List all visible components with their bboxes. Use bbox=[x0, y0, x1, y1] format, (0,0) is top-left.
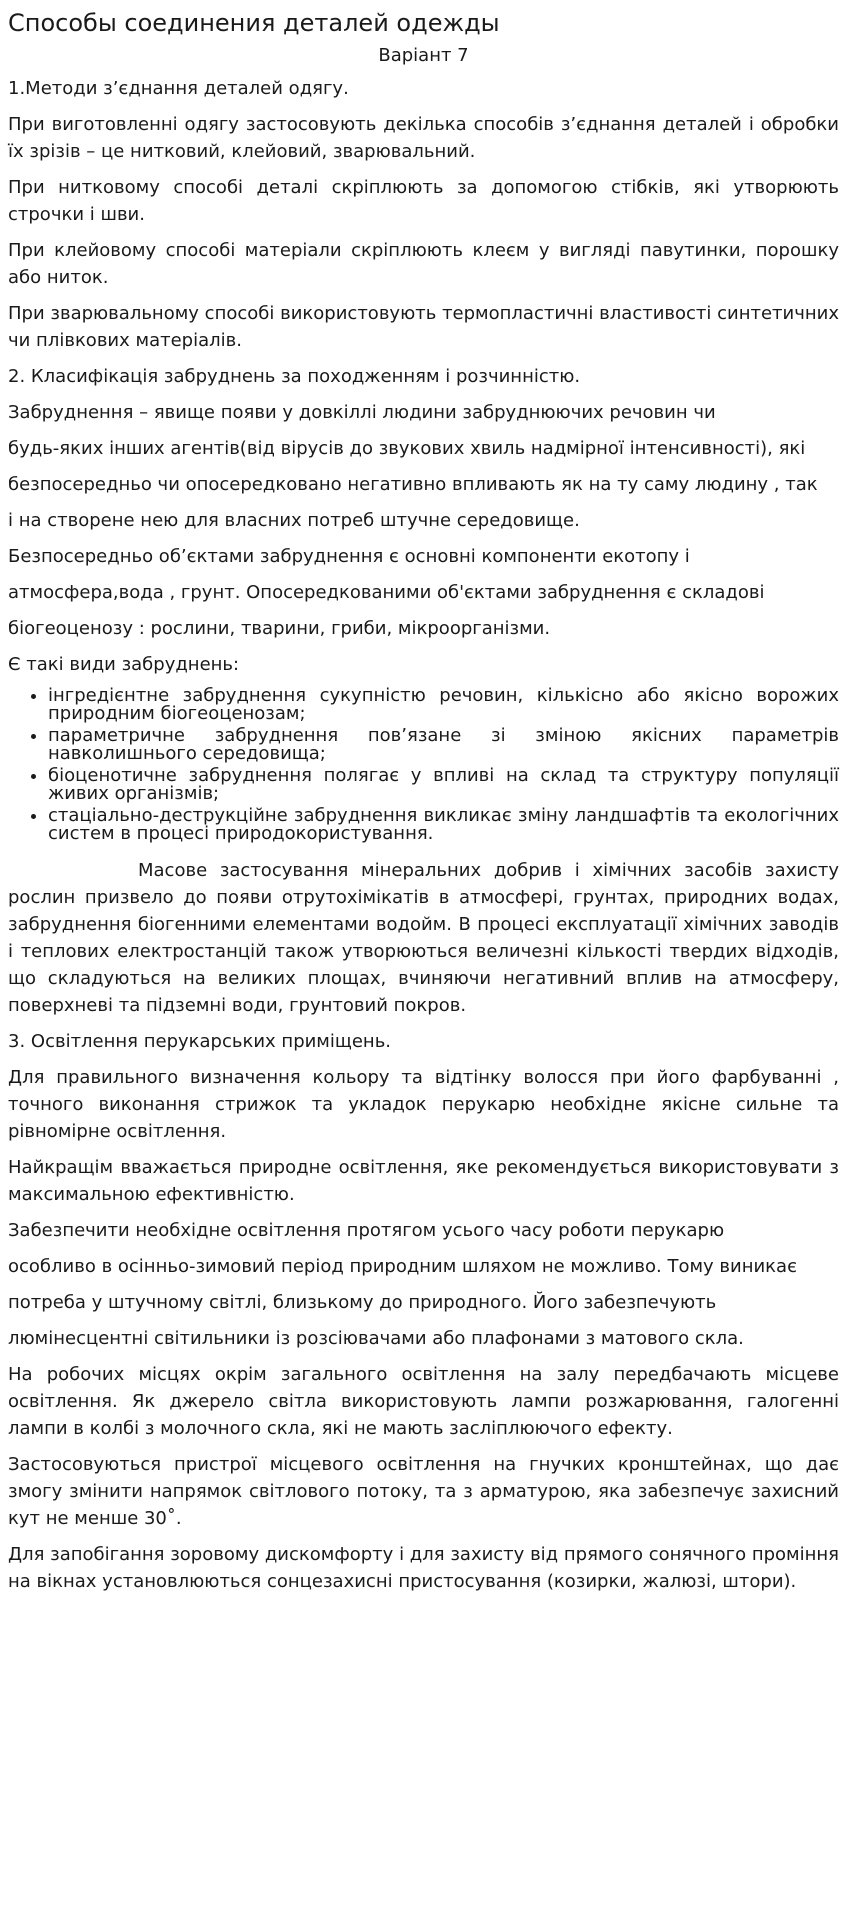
paragraph: Для правильного визначення кольору та відтінку волосся при його фарбуванні , точного виконання стрижок та укладок перукарю необхідне якісне сильне та рівномірне освітлення. bbox=[8, 1067, 839, 1142]
paragraph: Застосовуються пристрої місцевого освітлення на гнучких кронштейнах, що дає змогу змінити напрямок світлового потоку, та з арматурою, яка забезпечує захисний кут не менше 30˚. bbox=[8, 1454, 839, 1529]
paragraph: При виготовленні одягу застосовують декілька способів з’єднання деталей і обробки їх зрізів – це нитковий, клейовий, зварювальний. bbox=[8, 114, 839, 162]
paragraph: Забруднення – явище появи у довкіллі людини забруднюючих речовин чи bbox=[8, 402, 716, 423]
list-item: • інгредієнтне забруднення сукупністю речовин, кількісно або якісно ворожих природним біогеоценозам; bbox=[48, 687, 839, 723]
section-heading-2: 2. Класифікація забруднень за походженням і розчинністю. bbox=[8, 366, 581, 387]
document-title: Способы соединения деталей одежды bbox=[8, 9, 500, 37]
paragraph: Безпосередньо об’єктами забруднення є основні компоненти екотопу і bbox=[8, 546, 690, 567]
pollution-types-list bbox=[8, 687, 839, 843]
variant-label: Варіант 7 bbox=[378, 45, 469, 66]
section-heading-1: 1.Методи з’єднання деталей одягу. bbox=[8, 78, 349, 99]
paragraph: і на створене нею для власних потреб штучне середовище. bbox=[8, 510, 580, 531]
paragraph: Для запобігання зоровому дискомфорту і для захисту від прямого сонячного проміння на вікнах установлюються сонцезахисні пристосування (козирки, жалюзі, штори). bbox=[8, 1544, 839, 1592]
list-item: • стаціально-деструкційне забруднення викликає зміну ландшафтів та екологічних систем в процесі природокористування. bbox=[48, 807, 839, 843]
section-heading-3: 3. Освітлення перукарських приміщень. bbox=[8, 1031, 392, 1052]
paragraph: Найкращім вважається природне освітлення, яке рекомендується використовувати з максимальною ефективністю. bbox=[8, 1157, 839, 1205]
paragraph: При зварювальному способі використовують термопластичні властивості синтетичних чи плівкових матеріалів. bbox=[8, 303, 839, 351]
paragraph: Забезпечити необхідне освітлення протягом усього часу роботи перукарю bbox=[8, 1220, 725, 1241]
paragraph: потреба у штучному світлі, близькому до природного. Його забезпечують bbox=[8, 1292, 717, 1313]
paragraph: При нитковому способі деталі скріплюють за допомогою стібків, які утворюють строчки і шви. bbox=[8, 177, 839, 225]
paragraph: біогеоценозу : рослини, тварини, гриби, мікроорганізми. bbox=[8, 618, 551, 639]
list-intro: Є такі види забруднень: bbox=[8, 654, 240, 675]
paragraph: При клейовому способі матеріали скріплюють клеєм у вигляді павутинки, порошку або ниток. bbox=[8, 240, 839, 288]
paragraph: На робочих місцях окрім загального освітлення на залу передбачають місцеве освітлення. Як джерело світла використовують лампи розжарювання, галогенні лампи в колбі з молочного скла, які не мають засліплюючого ефекту. bbox=[8, 1364, 839, 1439]
paragraph: особливо в осінньо-зимовий період природним шляхом не можливо. Тому виникає bbox=[8, 1256, 797, 1277]
list-item: • параметричне забруднення пов’язане зі зміною якісних параметрів навколишнього середовища; bbox=[48, 727, 839, 763]
paragraph: люмінесцентні світильники із розсіювачами або плафонами з матового скла. bbox=[8, 1328, 744, 1349]
paragraph: Масове застосування мінеральних добрив і хімічних засобів захисту рослин призвело до появи отрутохімікатів в атмосфері, грунтах, природних водах, забруднення біогенними елементами водойм. В процесі експлуатації хімічних заводів і теплових електростанцій також утворюються величезні кількості твердих відходів, що складуються на великих площах, вчиняючи негативний вплив на атмосферу, поверхневі та підземні води, грунтовий покров. bbox=[8, 860, 839, 1016]
paragraph: безпосередньо чи опосередковано негативно впливають як на ту саму людину , так bbox=[8, 474, 818, 495]
paragraph: будь-яких інших агентів(від вірусів до звукових хвиль надмірної інтенсивності), які bbox=[8, 438, 806, 459]
list-item: • біоценотичне забруднення полягає у впливі на склад та структуру популяції живих організмів; bbox=[48, 767, 839, 803]
paragraph: атмосфера,вода , грунт. Опосередкованими об'єктами забруднення є складові bbox=[8, 582, 765, 603]
